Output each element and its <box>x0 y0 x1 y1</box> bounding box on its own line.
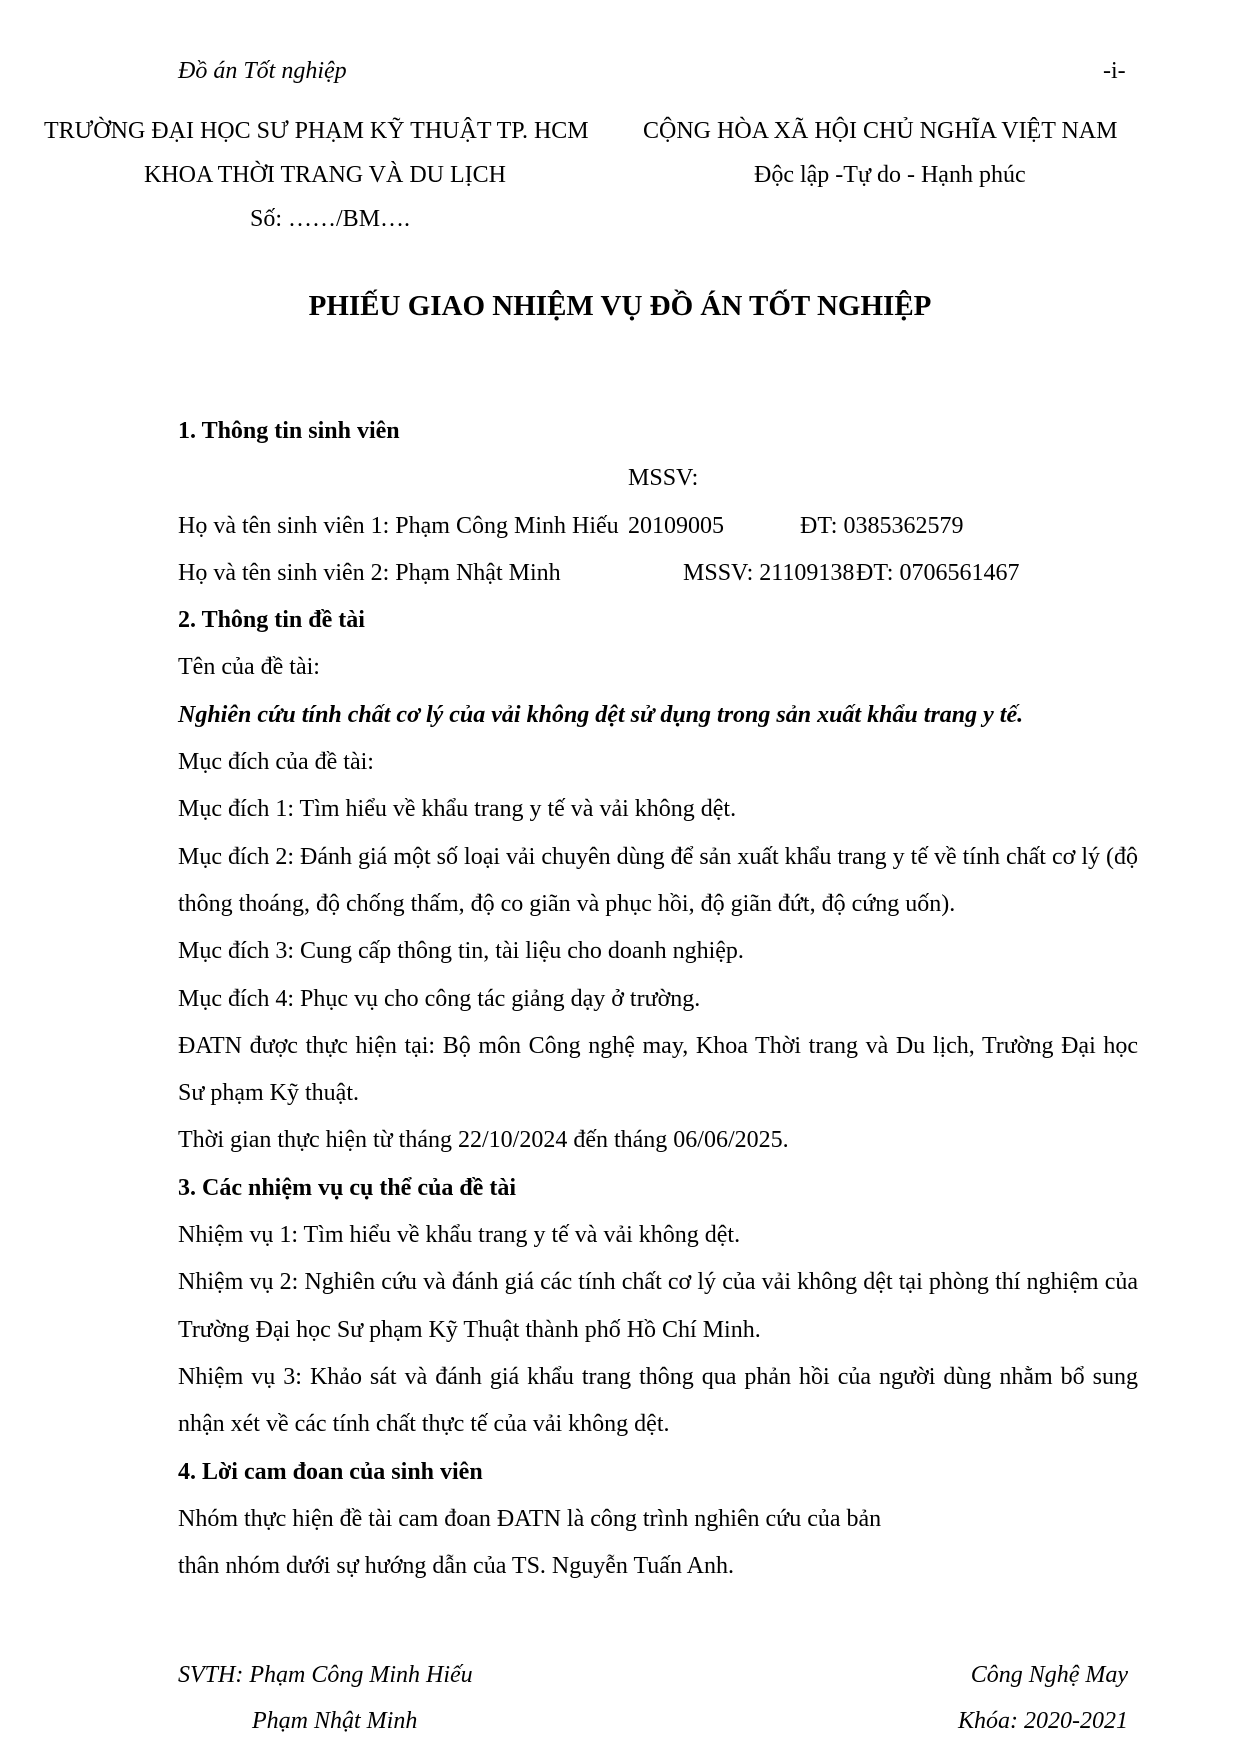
topic-label: Tên của đề tài: <box>178 654 320 681</box>
section-heading-tasks: 3. Các nhiệm vụ cụ thể của đề tài <box>178 1174 516 1201</box>
page-title: PHIẾU GIAO NHIỆM VỤ ĐỒ ÁN TỐT NGHIỆP <box>308 290 932 322</box>
student-row <box>178 455 1138 550</box>
footer-student-2: Phạm Nhật Minh <box>252 1708 418 1734</box>
footer-course: Khóa: 2020-2021 <box>958 1708 1128 1734</box>
timeframe-text: Thời gian thực hiện từ tháng 22/10/2024 đến tháng 06/06/2025. <box>178 1127 789 1154</box>
commitment-line: Nhóm thực hiện đề tài cam đoan ĐATN là công trình nghiên cứu của bản <box>178 1505 882 1532</box>
section-heading-topic-info: 2. Thông tin đề tài <box>178 607 365 634</box>
footer-major: Công Nghệ May <box>970 1662 1128 1688</box>
section-heading-commitment: 4. Lời cam đoan của sinh viên <box>178 1458 483 1485</box>
student-id: MSSV: 20109005 <box>628 465 724 539</box>
purpose-item: Mục đích 3: Cung cấp thông tin, tài liệu cho doanh nghiệp. <box>178 938 744 965</box>
student-name: Họ và tên sinh viên 2: Phạm Nhật Minh <box>178 559 561 586</box>
document-number: Số: ……/BM…. <box>250 206 411 232</box>
task-item: Nhiệm vụ 2: Nghiên cứu và đánh giá các tính chất cơ lý của vải không dệt tại phòng thí nghiệm của Trường Đại học Sư phạm Kỹ Thuật thành phố Hồ Chí Minh. <box>178 1269 1138 1343</box>
purpose-item: Mục đích 4: Phục vụ cho công tác giảng dạy ở trường. <box>178 985 701 1012</box>
student-row <box>178 550 1138 597</box>
student-phone: ĐT: 0385362579 <box>800 512 964 539</box>
running-header-title: Đồ án Tốt nghiệp <box>178 58 347 84</box>
task-item: Nhiệm vụ 3: Khảo sát và đánh giá khẩu trang thông qua phản hồi của người dùng nhằm bổ sung nhận xét về các tính chất thực tế của vải không dệt. <box>178 1363 1138 1438</box>
section-heading-student-info: 1. Thông tin sinh viên <box>178 418 400 444</box>
footer-student-1: SVTH: Phạm Công Minh Hiếu <box>178 1662 473 1688</box>
faculty-name: KHOA THỜI TRANG VÀ DU LỊCH <box>144 162 507 188</box>
republic-name: CỘNG HÒA XÃ HỘI CHỦ NGHĨA VIỆT NAM <box>643 118 1118 144</box>
student-phone: ĐT: 0706561467 <box>856 559 1020 586</box>
university-name: TRƯỜNG ĐẠI HỌC SƯ PHẠM KỸ THUẬT TP. HCM <box>44 118 589 144</box>
document-body <box>178 408 1138 1590</box>
commitment-line: thân nhóm dưới sự hướng dẫn của TS. Nguyễn Tuấn Anh. <box>178 1553 734 1580</box>
page-number: -i- <box>1103 58 1126 84</box>
location-text: ĐATN được thực hiện tại: Bộ môn Công nghệ may, Khoa Thời trang và Du lịch, Trường Đại học Sư phạm Kỹ thuật. <box>178 1032 1138 1107</box>
purpose-item: Mục đích 2: Đánh giá một số loại vải chuyên dùng để sản xuất khẩu trang y tế về tính chất cơ lý (độ thông thoáng, độ chống thấm, độ co giãn và phục hồi, độ giãn đứt, độ cứng uốn). <box>178 843 1138 917</box>
student-name: Họ và tên sinh viên 1: Phạm Công Minh Hiếu <box>178 512 619 539</box>
purpose-label: Mục đích của đề tài: <box>178 749 374 776</box>
task-item: Nhiệm vụ 1: Tìm hiểu về khẩu trang y tế và vải không dệt. <box>178 1222 741 1249</box>
student-id: MSSV: 21109138 <box>683 559 855 586</box>
purpose-item: Mục đích 1: Tìm hiểu về khẩu trang y tế và vải không dệt. <box>178 796 737 823</box>
topic-title: Nghiên cứu tính chất cơ lý của vải không dệt sử dụng trong sản xuất khẩu trang y tế. <box>178 701 1024 728</box>
national-motto: Độc lập -Tự do - Hạnh phúc <box>754 162 1026 188</box>
